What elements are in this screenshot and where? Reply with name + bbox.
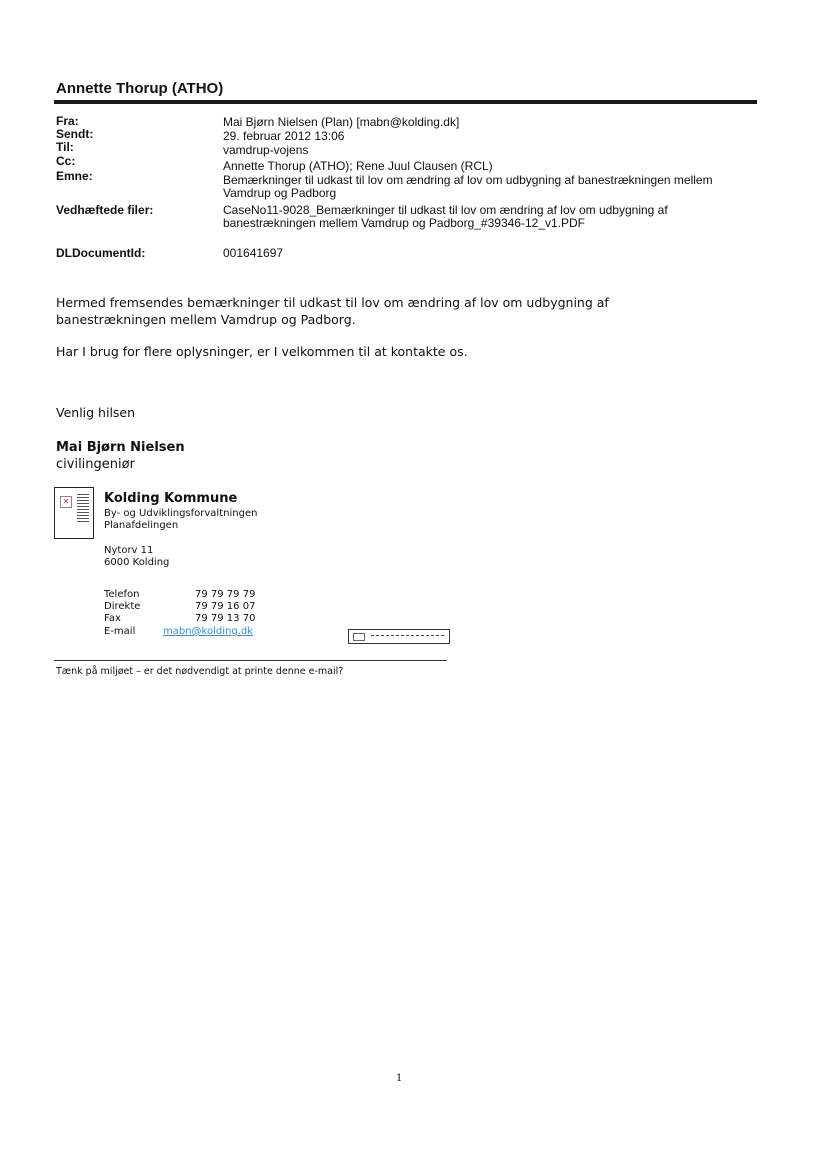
- address-city: 6000 Kolding: [104, 557, 170, 568]
- contact-label-direct: Direkte: [104, 601, 141, 612]
- cc-label: Cc:: [56, 154, 76, 168]
- cc-value: Annette Thorup (ATHO); Rene Juul Clausen (RCL): [223, 159, 493, 173]
- header-divider: [54, 100, 757, 104]
- sent-value: 29. februar 2012 13:06: [223, 129, 345, 143]
- footer-divider: [54, 660, 447, 661]
- document-owner: Annette Thorup (ATHO): [56, 80, 224, 97]
- banner-image: [348, 629, 450, 644]
- environment-notice: Tænk på miljøet – er det nødvendigt at printe denne e-mail?: [56, 666, 344, 677]
- from-value: Mai Bjørn Nielsen (Plan) [mabn@kolding.dk]: [223, 115, 460, 129]
- email-link[interactable]: mabn@kolding.dk: [163, 626, 254, 637]
- contact-value-direct: 79 79 16 07: [195, 601, 256, 612]
- banner-lines: [371, 635, 445, 636]
- contact-value-phone: 79 79 79 79: [195, 589, 256, 600]
- contact-value-fax: 79 79 13 70: [195, 613, 256, 624]
- body-paragraph-1: Hermed fremsendes bemærkninger til udkast til lov om ændring af lov om udbygning af banestrækningen mellem Vamdrup og Padborg.: [56, 295, 609, 327]
- logo-pattern-icon: [77, 494, 89, 524]
- contact-label-email: E-mail: [104, 626, 136, 637]
- org-logo: [54, 487, 94, 539]
- to-value: vamdrup-vojens: [223, 143, 309, 157]
- docid-value: 001641697: [223, 246, 284, 260]
- sender-title: civilingeniør: [56, 457, 135, 472]
- attachments-label: Vedhæftede filer:: [56, 203, 154, 217]
- sender-name: Mai Bjørn Nielsen: [56, 440, 185, 455]
- department-name: By- og Udviklingsforvaltningen: [104, 508, 258, 519]
- division-name: Planafdelingen: [104, 520, 179, 531]
- closing-greeting: Venlig hilsen: [56, 405, 136, 420]
- address-street: Nytorv 11: [104, 545, 154, 556]
- broken-image-icon: [353, 633, 365, 641]
- to-label: Til:: [56, 140, 74, 154]
- contact-label-fax: Fax: [104, 613, 121, 624]
- body-paragraph-2: Har I brug for flere oplysninger, er I velkommen til at kontakte os.: [56, 344, 468, 359]
- contact-label-phone: Telefon: [104, 589, 140, 600]
- subject-value: Bemærkninger til udkast til lov om ændring af lov om udbygning af banestrækningen mellem Vamdrup og Padborg: [223, 173, 713, 200]
- page-number: 1: [396, 1073, 403, 1084]
- subject-label: Emne:: [56, 169, 93, 183]
- from-label: Fra:: [56, 114, 79, 128]
- broken-image-icon: ✕: [60, 496, 72, 508]
- sent-label: Sendt:: [56, 127, 94, 141]
- docid-label: DLDocumentId:: [56, 246, 146, 260]
- attachment-link[interactable]: CaseNo11-9028_Bemærkninger til udkast til lov om ændring af lov om udbygning af banestrækningen mellem Vamdrup og Padborg_#39346-12_v1.PDF: [223, 203, 668, 230]
- org-name: Kolding Kommune: [104, 491, 238, 506]
